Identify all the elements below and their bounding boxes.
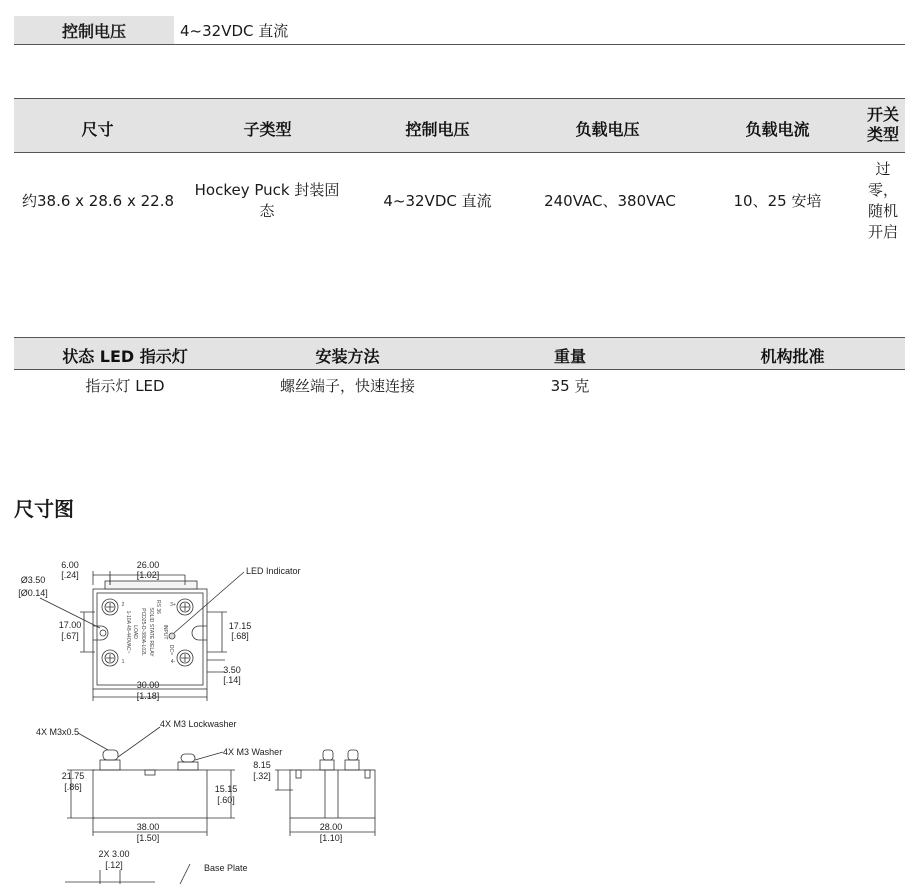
table1-cell-subtype: Hockey Puck 封装固态 [194,181,340,220]
table1-header-subtype: 子类型 [243,120,292,139]
dim-17-15: 17.15 [228,621,252,631]
dim-8-15: 8.15 [253,760,271,770]
relay-pin-1: 1 [121,659,125,665]
dim-17-00: 17.00 [58,620,82,630]
dim-21-75-in: [.86] [64,782,82,792]
table1-cell-load-voltage: 240VAC、380VAC [544,192,676,210]
dim-3-00-in: [.12] [105,860,123,870]
table1-cell-control-voltage: 4~32VDC 直流 [383,192,492,210]
table2-header-led: 状态 LED 指示灯 [62,347,188,366]
dim-30-00-in: [1.18] [136,691,160,701]
relay-pin-2: 2 [121,602,125,608]
relay-label-input: INPUT [162,624,168,640]
dim-3-50: 3.50 [223,665,241,675]
relay-pin-3: 3+ [170,602,176,608]
table2-header-mounting: 安装方法 [315,347,380,366]
table1-header-load-current: 负载电流 [745,120,810,139]
callout-screw: 4X M3x0.5 [36,727,80,737]
spec-divider [14,44,905,45]
dim-28-00: 28.00 [319,822,343,832]
dim-26-00-in: [1.02] [136,570,160,580]
spec-value: 4~32VDC 直流 [180,22,289,40]
callout-base-plate: Base Plate [204,863,248,873]
dim-hole-diameter-in: [Ø0.14] [18,588,48,598]
callout-lockwasher: 4X M3 Lockwasher [160,719,237,729]
spec-label: 控制电压 [61,22,126,41]
dim-15-15-in: [.60] [217,795,235,805]
dim-6-00: 6.00 [61,560,79,570]
relay-pin-4: 4- [170,659,176,665]
table2-cell-led: 指示灯 LED [85,377,165,395]
table1-header-size: 尺寸 [81,120,114,139]
table2-header-approvals: 机构批准 [760,347,825,366]
dim-28-00-in: [1.10] [319,833,343,843]
callout-led-indicator: LED Indicator [246,566,301,576]
dim-6-00-in: [.24] [61,570,79,580]
dimension-drawing-title: 尺寸图 [14,497,74,521]
callout-washer: 4X M3 Washer [223,747,283,757]
dim-3-50-in: [.14] [223,675,241,685]
table1-cell-load-current: 10、25 安培 [733,192,822,210]
table2-header-weight: 重量 [553,347,586,366]
dim-21-75: 21.75 [61,771,85,781]
table1-header-control-voltage: 控制电压 [405,120,470,139]
dim-38-00-in: [1.50] [136,833,160,843]
dim-38-00: 38.00 [136,822,160,832]
dimension-drawing [0,540,420,884]
table1-cell-switch-type: 过零，随机开启 [867,160,898,241]
dim-30-00: 30.00 [136,680,160,690]
relay-label-model: PCD25-D-380A-L02L [140,608,146,656]
dim-15-15: 15.15 [214,784,238,794]
relay-label-rating: 1-10A 48-440VAC~ [125,610,131,654]
dim-hole-diameter: Ø3.50 [20,575,46,585]
relay-label-type: SOLID STATE RELAY [148,607,154,657]
table2-header-border [14,369,905,370]
dim-3-00: 2X 3.00 [98,849,130,859]
relay-label-rs: RS 36 [155,600,161,614]
relay-label-load: LOAD [132,625,138,639]
relay-label-dc: DC= [168,644,174,656]
table1-header-load-voltage: 负载电压 [575,120,640,139]
table1-cell-size: 约38.6 x 28.6 x 22.8 [21,192,175,210]
table1-header-border [14,152,905,153]
dim-8-15-in: [.32] [253,771,271,781]
table1-header-switch-type: 开关类型 [866,105,899,144]
dim-17-15-in: [.68] [231,631,249,641]
dim-17-00-in: [.67] [61,631,79,641]
table2-cell-weight: 35 克 [550,377,590,395]
dim-26-00: 26.00 [136,560,160,570]
table2-cell-mounting: 螺丝端子，快速连接 [279,377,415,395]
